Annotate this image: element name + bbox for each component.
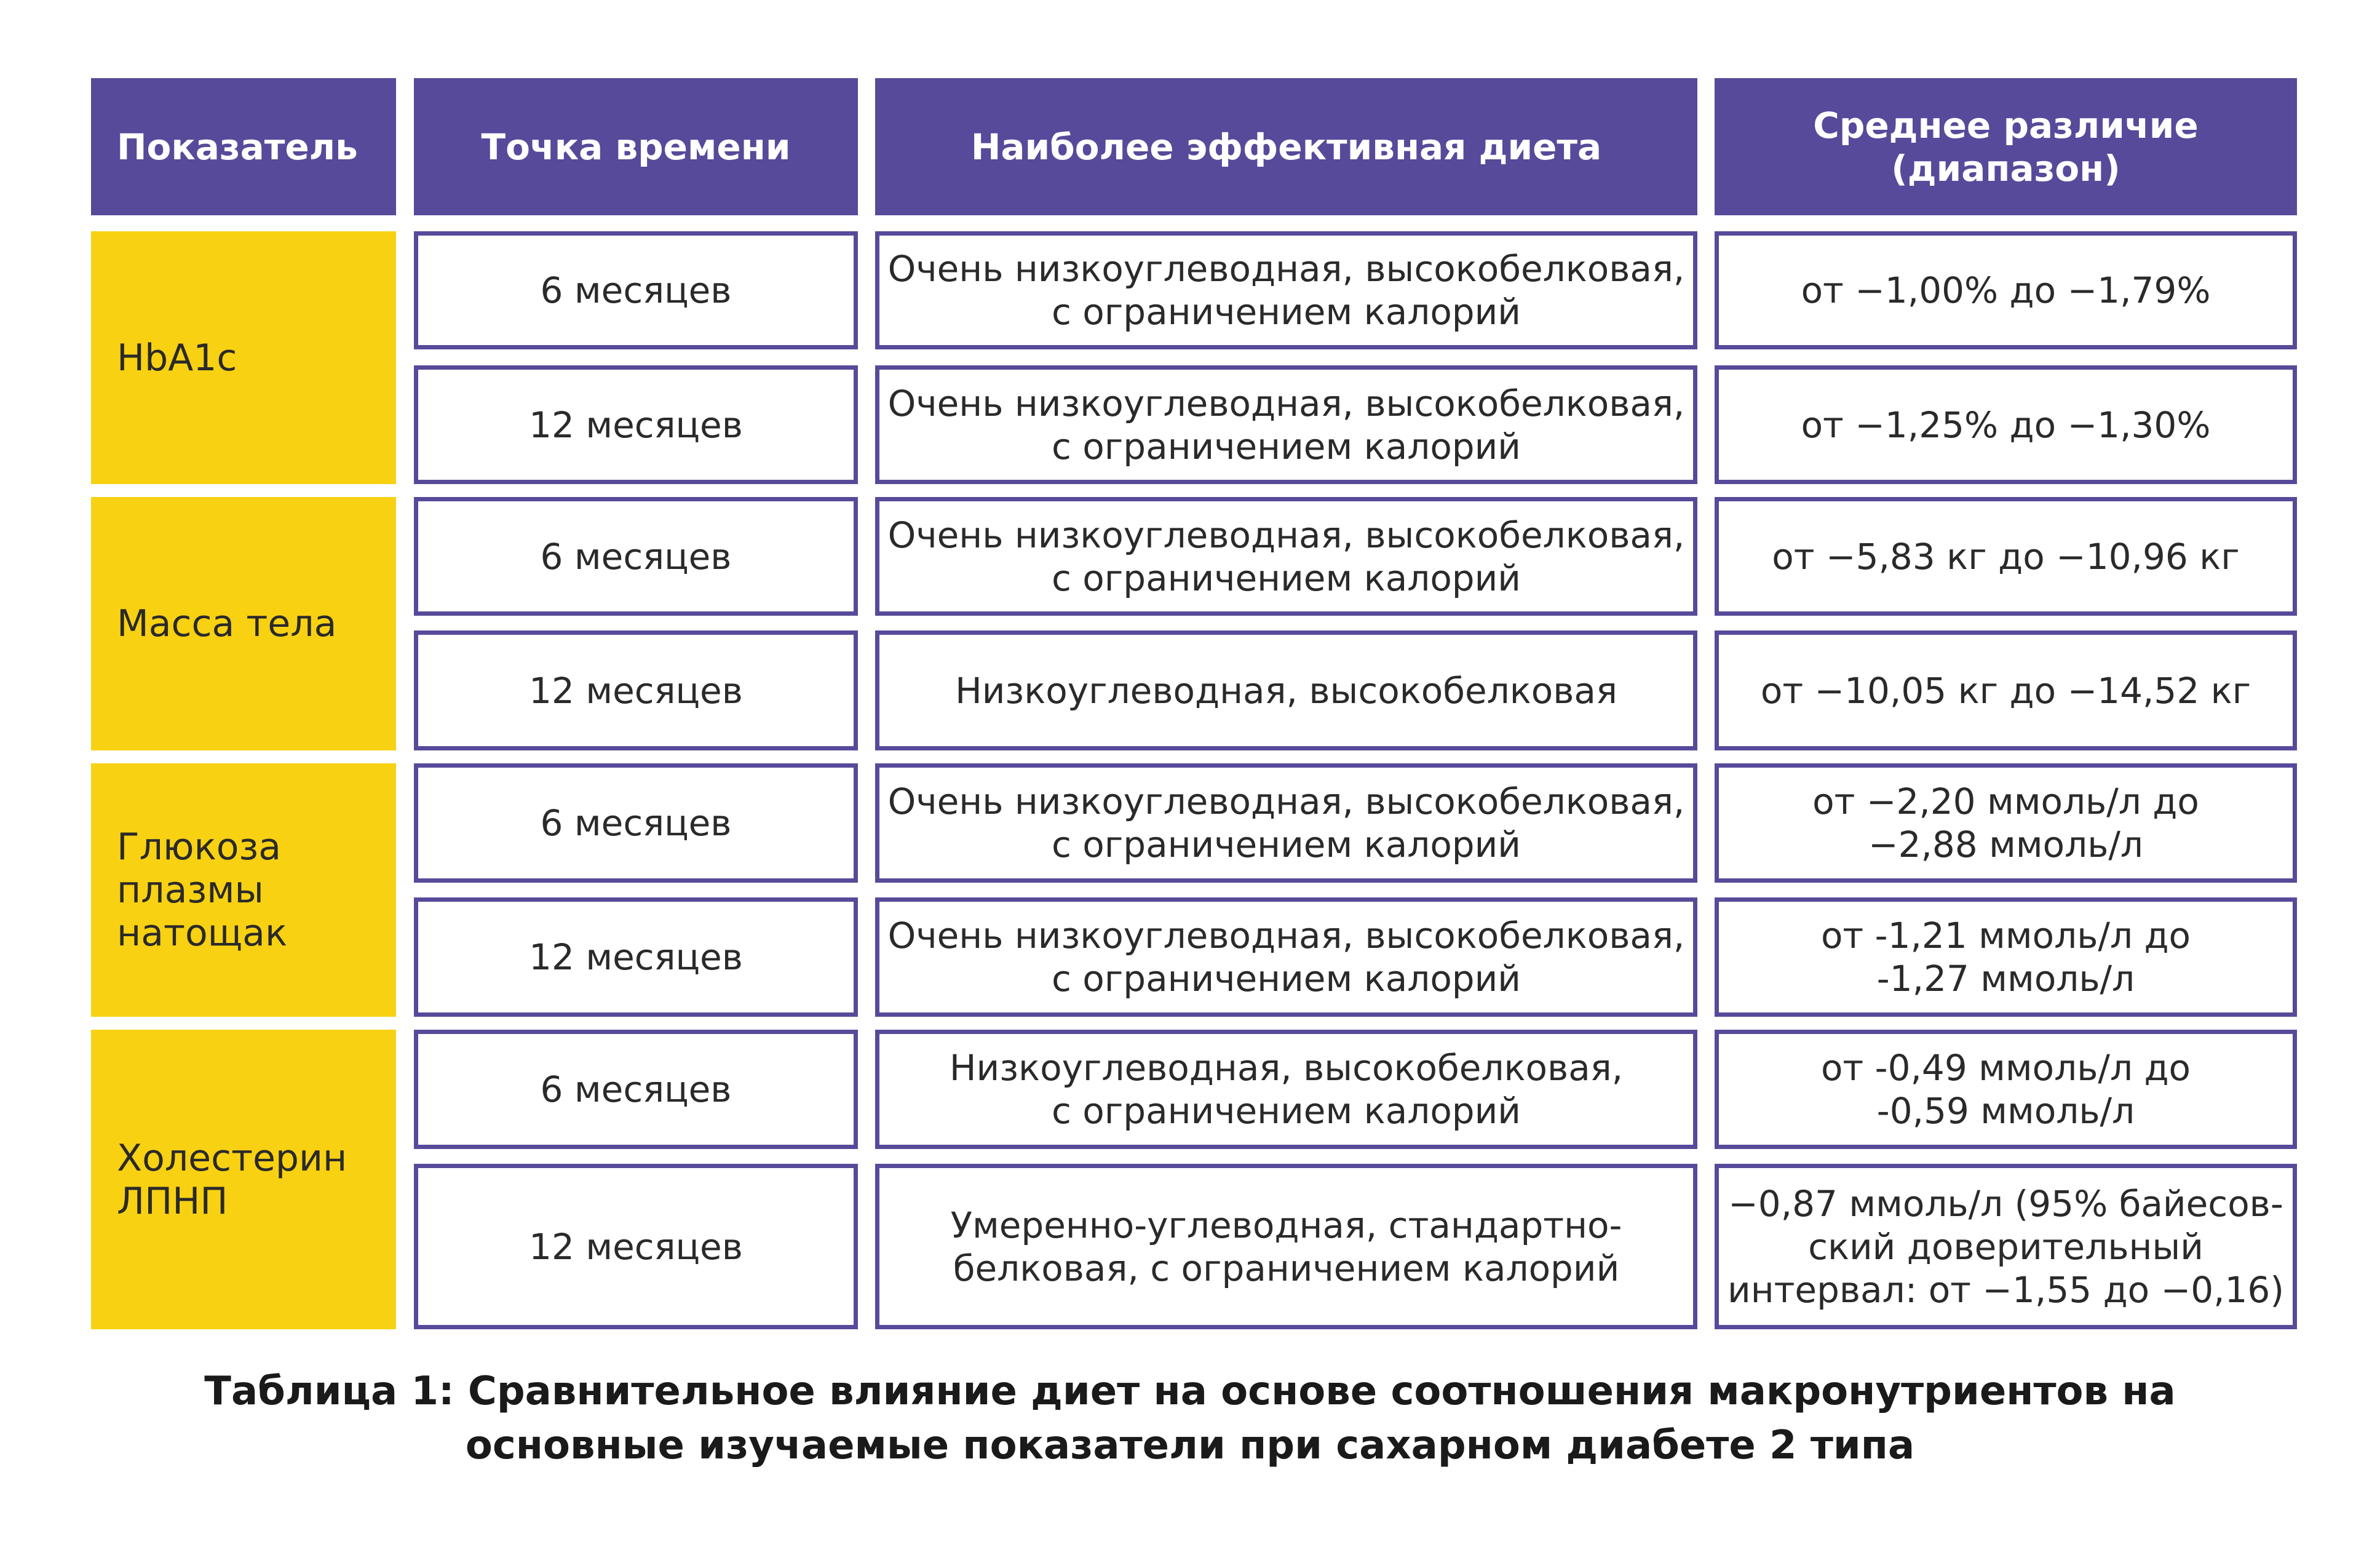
header-diet: Наиболее эффективная диета <box>875 78 1697 215</box>
diet-cell: Очень низкоуглеводная, высокобелковая, с ограничением калорий <box>875 497 1697 616</box>
mean-difference-cell: от −1,00% до −1,79% <box>1715 231 2297 349</box>
time-point-cell: 6 месяцев <box>414 231 858 349</box>
time-point-cell: 12 месяцев <box>414 630 858 750</box>
diet-cell: Низкоуглеводная, высокобелковая, с ограничением калорий <box>875 1030 1697 1149</box>
mean-difference-cell: от −5,83 кг до −10,96 кг <box>1715 497 2297 616</box>
diet-cell: Очень низкоуглеводная, высокобелковая, с ограничением калорий <box>875 365 1697 484</box>
mean-difference-cell: от -1,21 ммоль/л до -1,27 ммоль/л <box>1715 897 2297 1017</box>
diet-cell: Очень низкоуглеводная, высокобелковая, с ограничением калорий <box>875 897 1697 1017</box>
mean-difference-cell: от −1,25% до −1,30% <box>1715 365 2297 484</box>
time-point-cell: 6 месяцев <box>414 1030 858 1149</box>
header-indicator: Показатель <box>91 78 396 215</box>
indicator-body-mass: Масса тела <box>91 497 396 750</box>
time-point-cell: 12 месяцев <box>414 365 858 484</box>
mean-difference-cell: от −2,20 ммоль/л до −2,88 ммоль/л <box>1715 763 2297 883</box>
time-point-cell: 12 месяцев <box>414 1164 858 1329</box>
header-mean-difference: Среднее различие (диапазон) <box>1715 78 2297 215</box>
indicator-fasting-glucose: Глюкоза плазмы натощак <box>91 763 396 1017</box>
diet-cell: Умеренно-углеводная, стандартно- белковая, с ограничением калорий <box>875 1164 1697 1329</box>
diet-cell: Очень низкоуглеводная, высокобелковая, с ограничением калорий <box>875 763 1697 883</box>
mean-difference-cell: от −10,05 кг до −14,52 кг <box>1715 630 2297 750</box>
diet-cell: Очень низкоуглеводная, высокобелковая, с ограничением калорий <box>875 231 1697 349</box>
mean-difference-cell: −0,87 ммоль/л (95% байесов- ский доверительный интервал: от −1,55 до −0,16) <box>1715 1164 2297 1329</box>
table-caption: Таблица 1: Сравнительное влияние диет на основе соотношения макронутриентов на основные изучаемые показатели при сахарном диабете 2 типа <box>204 1369 2176 1468</box>
time-point-cell: 6 месяцев <box>414 763 858 883</box>
header-time-point: Точка времени <box>414 78 858 215</box>
indicator-hba1c: HbA1c <box>91 231 396 484</box>
indicator-ldl-cholesterol: Холестерин ЛПНП <box>91 1030 396 1329</box>
mean-difference-cell: от -0,49 ммоль/л до -0,59 ммоль/л <box>1715 1030 2297 1149</box>
time-point-cell: 6 месяцев <box>414 497 858 616</box>
time-point-cell: 12 месяцев <box>414 897 858 1017</box>
diet-cell: Низкоуглеводная, высокобелковая <box>875 630 1697 750</box>
